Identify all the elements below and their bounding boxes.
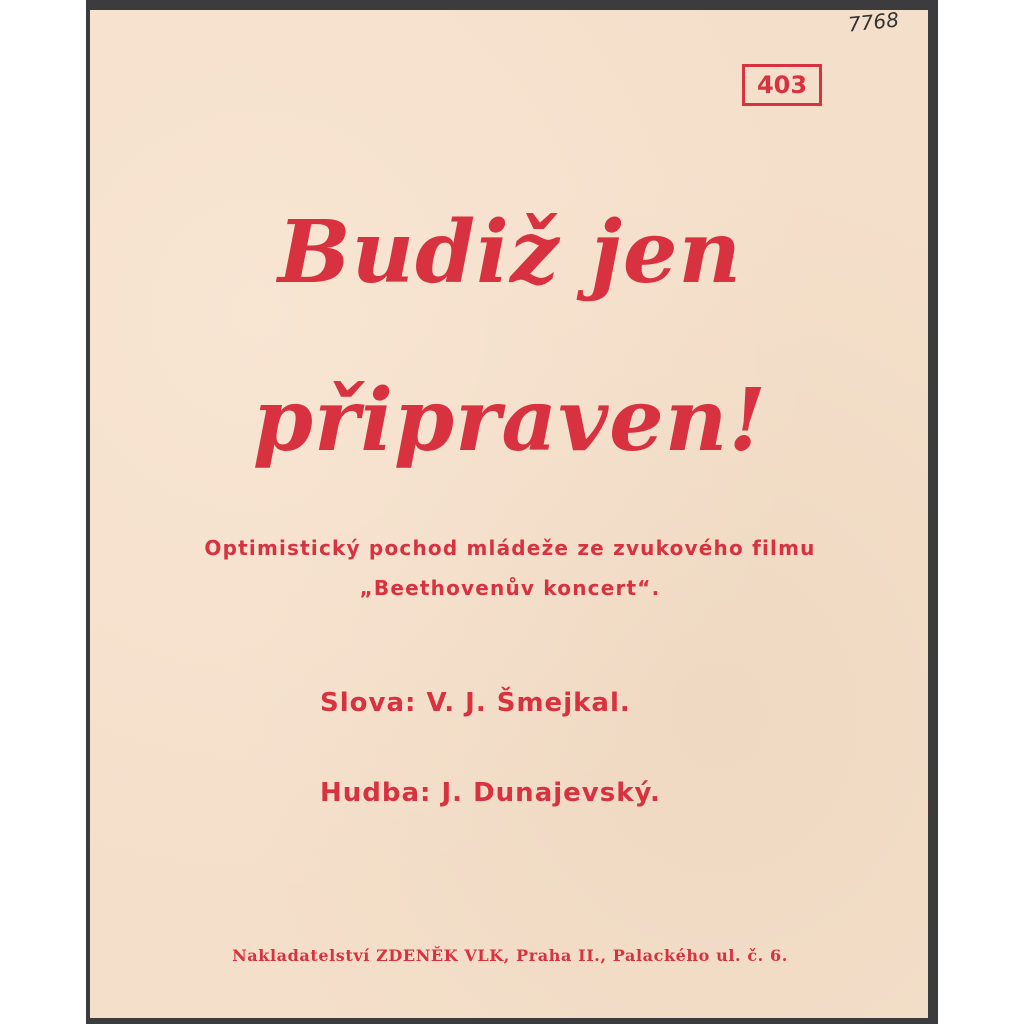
- subtitle-line-2: „Beethovenův koncert“.: [359, 576, 661, 600]
- title-line-2: připraven!: [252, 370, 768, 471]
- composer-credit: Hudba: J. Dunajevský.: [320, 778, 661, 808]
- publisher-imprint: Nakladatelství ZDENĚK VLK, Praha II., Palackého ul. č. 6.: [232, 946, 788, 965]
- sheet-music-cover: [90, 10, 928, 1018]
- lyricist-credit: Slova: V. J. Šmejkal.: [320, 688, 631, 718]
- handwritten-catalog-number: 7768: [846, 7, 901, 37]
- title-line-1: Budiž jen: [277, 202, 743, 303]
- subtitle-line-1: Optimistický pochod mládeže ze zvukového filmu: [204, 536, 816, 560]
- edition-number-badge: 403: [742, 64, 822, 106]
